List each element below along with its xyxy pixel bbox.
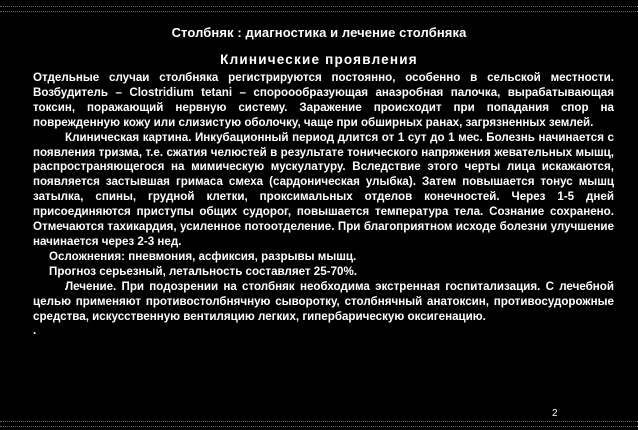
paragraph-treatment: Лечение. При подозрении на столбняк необходима экстренная госпитализация. С лечебной целью применяют противостолбнячную сыворотку, столбнячный анатоксин, противосудорожные средства, искусственную вентиляцию легких, гипербарическую оксигенацию.: [33, 279, 614, 323]
slide-title: Столбняк : диагностика и лечение столбняка: [171, 25, 467, 40]
page-number: 2: [552, 408, 558, 419]
body-text: [33, 71, 614, 339]
paragraph-dot: .: [33, 324, 37, 338]
paragraph-prognosis: Прогноз серьезный, летальность составляет 25-70%.: [49, 264, 357, 278]
paragraph-clinical-picture: Клиническая картина. Инкубационный период длится от 1 сут до 1 мес. Болезнь начинается с появления тризма, т.е. сжатия челюстей в результате тонического напряжения жевательных мышц, распространяющегося на мимическую мускулатуру. Вследствие этого черты лица искажаются, появляется застывшая гримаса смеха (сардоническая улыбка). Затем повышается тонус мышц затылка, спины, грудной клетки, проксимальных отделов конечностей. Через 1-5 дней присоединяются приступы общих судорог, повышается температура тела. Сознание сохранено. Отмечаются тахикардия, усиленное потоотделение. При благоприятном исходе болезни улучшение начинается через 2-3 нед.: [33, 130, 614, 248]
section-heading: Клинические проявления: [220, 52, 418, 67]
top-border-line: [0, 6, 638, 12]
paragraph-complications: Осложнения: пневмония, асфиксия, разрывы мышц.: [49, 249, 357, 263]
paragraph-intro: Отдельные случаи столбняка регистрируются постоянно, особенно в сельской местности. Возбудитель – Clostridium tetani – спороообразующая анаэробная палочка, вырабатывающая токсин, поражающий нервную систему. Заражение происходит при попадания спор на поврежденную кожу или слизистую оболочку, чаще при обширных ранах, загрязненных землей.: [33, 71, 614, 129]
bottom-border-line: [0, 421, 638, 427]
